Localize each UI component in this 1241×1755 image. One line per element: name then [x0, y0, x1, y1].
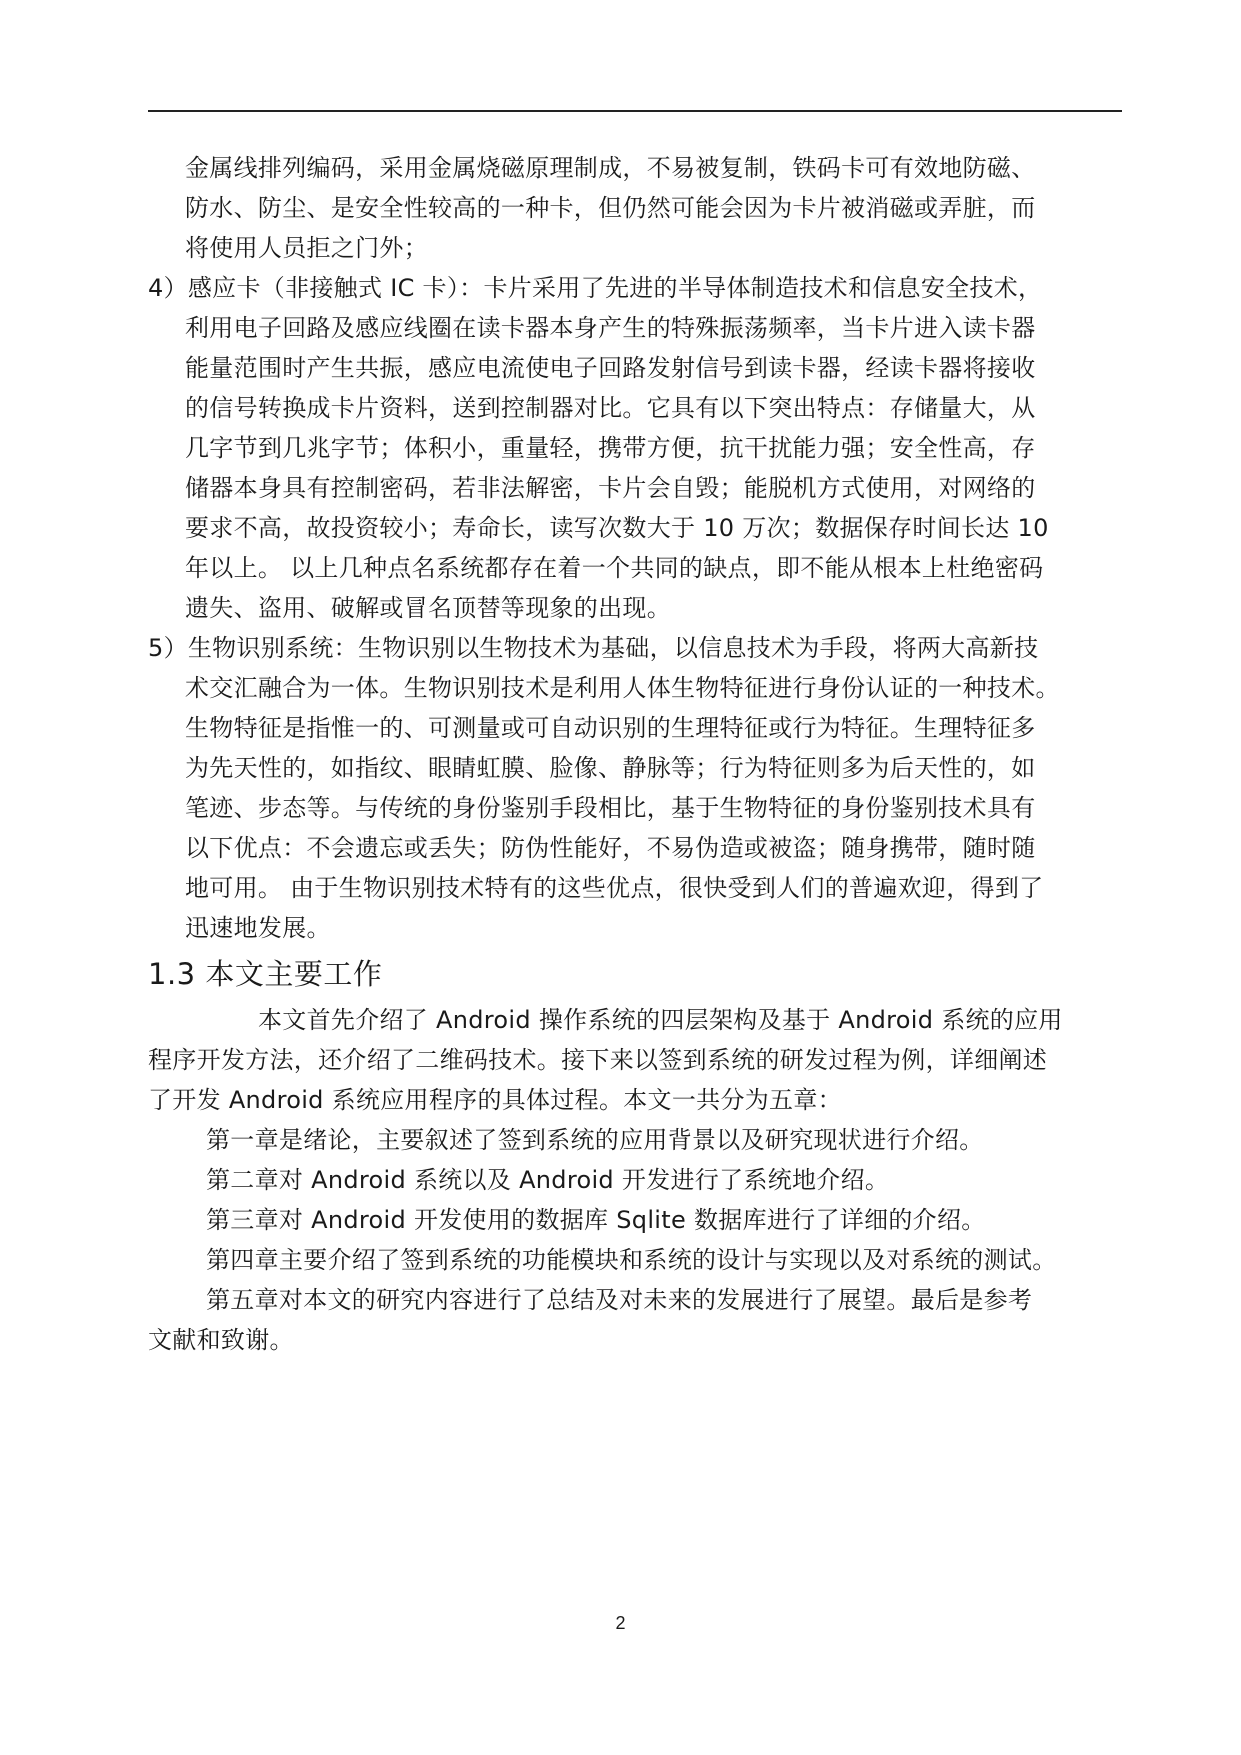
text-line: 利用电子回路及感应线圈在读卡器本身产生的特殊振荡频率，当卡片进入读卡器	[185, 314, 1036, 342]
text-line: 地可用。 由于生物识别技术特有的这些优点，很快受到人们的普遍欢迎，得到了	[185, 874, 1044, 902]
text-line: 5）生物识别系统：生物识别以生物技术为基础，以信息技术为手段，将两大高新技	[148, 634, 1039, 662]
text-line: 能量范围时产生共振，感应电流使电子回路发射信号到读卡器，经读卡器将接收	[185, 354, 1036, 382]
text-line: 以下优点：不会遗忘或丢失；防伪性能好，不易伪造或被盗；随身携带，随时随	[185, 834, 1036, 862]
list-item-3-continuation	[148, 148, 1123, 268]
chapter-line: 第五章对本文的研究内容进行了总结及对未来的发展进行了展望。最后是参考	[206, 1286, 1033, 1314]
text-line: 遗失、盗用、破解或冒名顶替等现象的出现。	[185, 594, 671, 622]
text-line: 了开发 Android 系统应用程序的具体过程。本文一共分为五章：	[148, 1086, 842, 1114]
text-line: 将使用人员拒之门外；	[185, 234, 428, 262]
text-line: 本文首先介绍了 Android 操作系统的四层架构及基于 Android 系统的应用	[258, 1006, 1063, 1034]
page-number: 2	[615, 1613, 626, 1633]
text-line: 为先天性的，如指纹、眼睛虹膜、脸像、静脉等；行为特征则多为后天性的，如	[185, 754, 1036, 782]
text-line: 迅速地发展。	[185, 914, 331, 942]
text-line: 防水、防尘、是安全性较高的一种卡，但仍然可能会因为卡片被消磁或弄脏，而	[185, 194, 1036, 222]
text-line: 笔迹、步态等。与传统的身份鉴别手段相比，基于生物特征的身份鉴别技术具有	[185, 794, 1036, 822]
text-line: 程序开发方法，还介绍了二维码技术。接下来以签到系统的研发过程为例，详细阐述	[148, 1046, 1048, 1074]
section-heading: 1.3 本文主要工作	[148, 957, 383, 991]
text-line: 术交汇融合为一体。生物识别技术是利用人体生物特征进行身份认证的一种技术。	[185, 674, 1060, 702]
chapter-line: 第二章对 Android 系统以及 Android 开发进行了系统地介绍。	[206, 1166, 890, 1194]
page-body	[148, 148, 1123, 1360]
text-line: 要求不高，故投资较小；寿命长，读写次数大于 10 万次；数据保存时间长达 10	[185, 514, 1049, 542]
chapter-line: 第四章主要介绍了签到系统的功能模块和系统的设计与实现以及对系统的测试。	[206, 1246, 1057, 1274]
chapter-line: 第一章是绪论，主要叙述了签到系统的应用背景以及研究现状进行介绍。	[206, 1126, 984, 1154]
text-line: 几字节到几兆字节；体积小，重量轻，携带方便，抗干扰能力强；安全性高，存	[185, 434, 1036, 462]
list-item-5	[148, 628, 1123, 948]
text-line: 生物特征是指惟一的、可测量或可自动识别的生理特征或行为特征。生理特征多	[185, 714, 1036, 742]
text-line: 4）感应卡（非接触式 IC 卡）：卡片采用了先进的半导体制造技术和信息安全技术，	[148, 274, 1043, 302]
header-rule	[148, 110, 1122, 112]
text-line: 金属线排列编码，采用金属烧磁原理制成，不易被复制，铁码卡可有效地防磁、	[185, 154, 1036, 182]
list-item-4	[148, 268, 1123, 628]
text-line: 的信号转换成卡片资料，送到控制器对比。它具有以下突出特点：存储量大，从	[185, 394, 1036, 422]
intro-paragraph	[148, 1000, 1123, 1120]
chapter-list	[148, 1120, 1123, 1360]
text-line: 年以上。 以上几种点名系统都存在着一个共同的缺点，即不能从根本上杜绝密码	[185, 554, 1044, 582]
chapter-line: 第三章对 Android 开发使用的数据库 Sqlite 数据库进行了详细的介绍。	[206, 1206, 986, 1234]
text-line: 储器本身具有控制密码，若非法解密，卡片会自毁；能脱机方式使用，对网络的	[185, 474, 1036, 502]
text-line: 文献和致谢。	[148, 1326, 294, 1354]
